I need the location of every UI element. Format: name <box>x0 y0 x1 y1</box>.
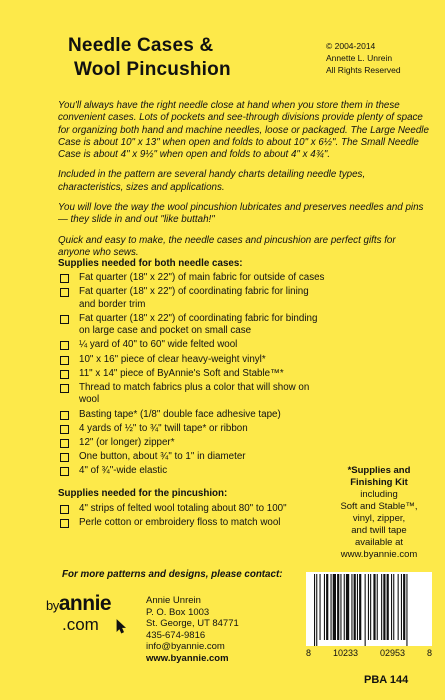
logo-annie: annie <box>58 592 112 615</box>
supply-item: 4" strips of felted wool totaling about 80" to 100" <box>79 502 287 514</box>
barcode-bar <box>387 574 389 640</box>
checkbox-icon <box>60 288 69 297</box>
logo-by: by <box>46 598 59 613</box>
supply-item: ¼ yard of 40" to 60" wide felted wool <box>79 339 238 351</box>
checkbox-icon <box>60 425 69 434</box>
barcode-bar <box>357 574 358 640</box>
barcode-digits <box>306 648 432 658</box>
supply-item: Fat quarter (18" x 22") of main fabric for outside of cases <box>79 272 325 284</box>
checkbox-icon <box>60 384 69 393</box>
kit-title: Finishing Kit <box>350 477 408 488</box>
barcode-bar <box>391 574 392 640</box>
contact-heading: For more patterns and designs, please contact: <box>62 569 283 580</box>
supply-item: 11" x 14" piece of ByAnnie's Soft and Stable™* <box>79 367 284 379</box>
list-item <box>58 272 326 284</box>
kit-callout <box>328 465 430 561</box>
barcode-bar <box>359 574 361 640</box>
supply-item: Perle cotton or embroidery floss to match wool <box>79 516 281 528</box>
barcode-bar <box>393 574 394 640</box>
contact-name: Annie Unrein <box>146 595 201 606</box>
list-item <box>58 503 326 515</box>
barcode-bar <box>373 574 375 640</box>
barcode-bar <box>340 574 341 640</box>
barcode-bar <box>377 574 378 640</box>
intro-paragraph: You'll always have the right needle close at hand when you store them in these convenient cases. Lots of pockets and see-through divisions provide plenty of space for organizing both hand and machine needles, loose or packaged. The Large Needle Case is about 10" x 13" when open and folds to about 10" x 6½". The Small Needle Case is about 4" x 9½" when open and folds to about 4" x 4¾". <box>58 100 429 161</box>
checkbox-icon <box>60 467 69 476</box>
list-item <box>58 409 326 421</box>
contact-address <box>146 595 276 665</box>
barcode-bar <box>365 574 366 646</box>
barcode <box>306 572 432 658</box>
pincushion-supplies-list <box>58 503 326 529</box>
list-item <box>58 286 326 311</box>
copyright-notice <box>326 40 436 76</box>
checkbox-icon <box>60 453 69 462</box>
barcode-bars <box>306 572 432 646</box>
checkbox-icon <box>60 505 69 514</box>
kit-title: *Supplies and <box>347 465 411 476</box>
supply-item: 4 yards of ½" to ¾" twill tape* or ribbon <box>79 422 248 434</box>
list-item <box>58 382 326 407</box>
list-item <box>58 465 326 477</box>
contact-phone: 435-674-9816 <box>146 629 206 641</box>
list-item <box>58 437 326 449</box>
list-item <box>58 313 326 338</box>
barcode-digit-group: 8 <box>306 648 312 658</box>
contact-po-box: P. O. Box 1003 <box>146 606 210 618</box>
supply-item: One button, about ¾" to 1" in diameter <box>79 451 246 463</box>
checkbox-icon <box>60 341 69 350</box>
barcode-bar <box>344 574 345 640</box>
cursor-icon <box>116 619 127 634</box>
supply-item: Fat quarter (18" x 22") of coordinating fabric for lining and border trim <box>79 286 309 310</box>
supply-item: Basting tape* (1/8" double face adhesive tape) <box>79 408 281 420</box>
barcode-bar <box>383 574 385 640</box>
list-item <box>58 339 326 351</box>
checkbox-icon <box>60 411 69 420</box>
checkbox-icon <box>60 315 69 324</box>
contact-city: St. George, UT 84771 <box>146 618 239 630</box>
list-item <box>58 368 326 380</box>
barcode-bar <box>324 574 325 640</box>
kit-line: and twill tape <box>351 525 407 536</box>
barcode-bar <box>316 574 317 646</box>
supply-item: 10" x 16" piece of clear heavy-weight vinyl* <box>79 353 266 365</box>
kit-website: www.byannie.com <box>340 549 418 560</box>
checkbox-icon <box>60 519 69 528</box>
title-line-2: Wool Pincushion <box>74 59 231 80</box>
barcode-bar <box>320 574 321 640</box>
checkbox-icon <box>60 274 69 283</box>
list-item <box>58 423 326 435</box>
kit-line: Soft and Stable™, <box>340 501 418 512</box>
supply-item: Thread to match fabrics plus a color that will show on wool <box>79 382 310 406</box>
supply-item: Fat quarter (18" x 22") of coordinating fabric for binding on large case and pocket on small case <box>79 312 318 337</box>
list-item <box>58 354 326 366</box>
pincushion-supplies-heading: Supplies needed for the pincushion: <box>58 488 228 500</box>
checkbox-icon <box>60 356 69 365</box>
needle-cases-supplies-heading: Supplies needed for both needle cases: <box>58 258 243 269</box>
copyright-years: © 2004-2014 <box>326 41 376 51</box>
barcode-bar <box>381 574 382 640</box>
barcode-bar <box>326 574 328 640</box>
barcode-digit-group: 10233 <box>332 648 359 658</box>
barcode-bar <box>398 574 399 640</box>
barcode-bar <box>333 574 336 640</box>
contact-email[interactable]: info@byannie.com <box>146 641 225 653</box>
copyright-author: Annette L. Unrein <box>326 53 393 63</box>
logo-com: .com <box>62 615 99 634</box>
intro-text <box>58 100 430 267</box>
barcode-bar <box>354 574 356 640</box>
kit-line: available at <box>354 537 404 548</box>
barcode-bar <box>370 574 371 640</box>
intro-paragraph: Quick and easy to make, the needle cases and pincushion are perfect gifts for anyone who sews. <box>58 234 396 258</box>
needle-cases-supplies-list <box>58 272 326 477</box>
byannie-logo <box>46 593 130 641</box>
list-item <box>58 517 326 529</box>
contact-website[interactable]: www.byannie.com <box>146 652 229 664</box>
barcode-digit-group: 02953 <box>379 648 406 658</box>
page-title <box>68 34 298 82</box>
supply-item: 4" of ¾"-wide elastic <box>79 465 168 477</box>
pattern-number: PBA 144 <box>364 674 409 686</box>
barcode-bar <box>346 574 349 640</box>
copyright-rights: All Rights Reserved <box>326 65 401 75</box>
barcode-bar <box>331 574 332 640</box>
list-item <box>58 451 326 463</box>
kit-line: including <box>360 489 398 500</box>
barcode-bar <box>403 574 405 640</box>
barcode-bar <box>406 574 407 646</box>
checkbox-icon <box>60 439 69 448</box>
title-line-1: Needle Cases & <box>68 35 214 56</box>
kit-line: vinyl, zipper, <box>352 513 406 524</box>
intro-paragraph: Included in the pattern are several handy charts detailing needle types, characteristics, sizes and applications. <box>58 169 366 193</box>
supply-item: 12" (or longer) zipper* <box>79 436 175 448</box>
barcode-bar <box>351 574 352 640</box>
supplies-section <box>58 258 326 531</box>
checkbox-icon <box>60 370 69 379</box>
barcode-bar <box>337 574 339 640</box>
barcode-bar <box>314 574 315 646</box>
barcode-bar <box>401 574 402 640</box>
intro-paragraph: You will love the way the wool pincushion lubricates and preserves needles and pins — they slide in and out "like buttah!" <box>58 202 424 226</box>
barcode-bar <box>368 574 369 640</box>
barcode-digit-group: 8 <box>426 648 432 658</box>
